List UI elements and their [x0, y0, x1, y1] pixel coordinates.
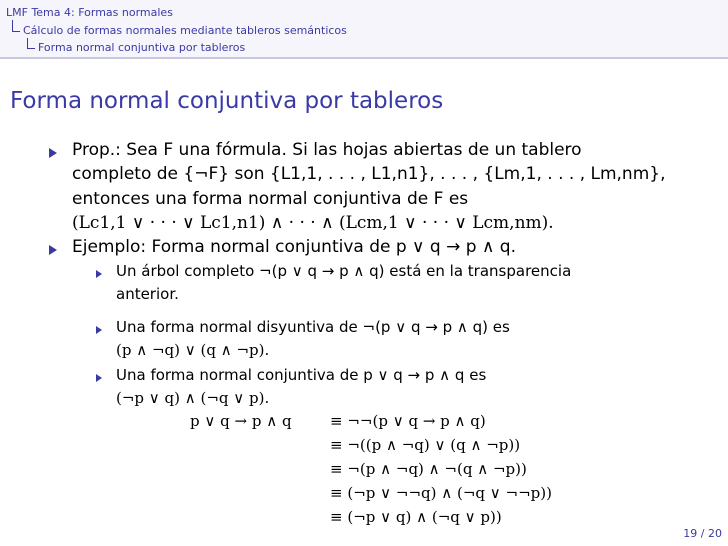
sub3-line-2: (¬p ∨ q) ∧ (¬q ∨ p). [116, 389, 270, 407]
breadcrumb-connector [12, 20, 20, 32]
sub3-line-1: Una forma normal conjuntiva de p ∨ q → p ∧ q es [116, 366, 487, 384]
derivation-step: ≡ ¬((p ∧ ¬q) ∨ (q ∧ ¬p)) [330, 436, 521, 454]
sub2-line-1: Una forma normal disyuntiva de ¬(p ∨ q → p ∧ q) es [116, 318, 510, 336]
sub1-line-1: Un árbol completo ¬(p ∨ q → p ∧ q) está en la transparencia [116, 262, 572, 280]
sub-bullet-triangle-icon [96, 374, 102, 382]
derivation-step: ≡ ¬(p ∧ ¬q) ∧ ¬(q ∧ ¬p)) [330, 460, 527, 478]
sub-bullet-triangle-icon [96, 326, 102, 334]
prop-line-2: completo de {¬F} son {L1,1, . . . , L1,n1}, . . . , {Lm,1, . . . , Lm,nm}, [72, 164, 666, 184]
breadcrumb-subsection[interactable]: Cálculo de formas normales mediante tableros semánticos [23, 24, 347, 37]
prop-line-1: Prop.: Sea F una fórmula. Si las hojas abiertas de un tablero [72, 140, 582, 160]
prop-line-3: entonces una forma normal conjuntiva de F es [72, 189, 469, 209]
example-line: Ejemplo: Forma normal conjuntiva de p ∨ q → p ∧ q. [72, 237, 516, 257]
bullet-triangle-icon [49, 245, 57, 255]
page-number: 19 / 20 [683, 527, 722, 540]
sub-bullet-triangle-icon [96, 270, 102, 278]
derivation-step: ≡ (¬p ∨ q) ∧ (¬q ∨ p)) [330, 508, 502, 526]
sub2-line-2: (p ∧ ¬q) ∨ (q ∧ ¬p). [116, 341, 270, 359]
frame-title: Forma normal conjuntiva por tableros [10, 88, 444, 114]
derivation-lhs: p ∨ q → p ∧ q [190, 412, 292, 430]
breadcrumb-section[interactable]: LMF Tema 4: Formas normales [6, 6, 173, 19]
bullet-triangle-icon [49, 148, 57, 158]
breadcrumb-frame[interactable]: Forma normal conjuntiva por tableros [38, 41, 246, 54]
derivation-step: ≡ ¬¬(p ∨ q → p ∧ q) [330, 412, 486, 430]
prop-line-4: (Lc1,1 ∨ · · · ∨ Lc1,n1) ∧ · · · ∧ (Lcm,1 ∨ · · · ∨ Lcm,nm). [72, 213, 554, 233]
derivation-step: ≡ (¬p ∨ ¬¬q) ∧ (¬q ∨ ¬¬p)) [330, 484, 552, 502]
sub1-line-2: anterior. [116, 285, 179, 303]
header-divider [0, 57, 728, 59]
breadcrumb-connector [27, 38, 35, 49]
